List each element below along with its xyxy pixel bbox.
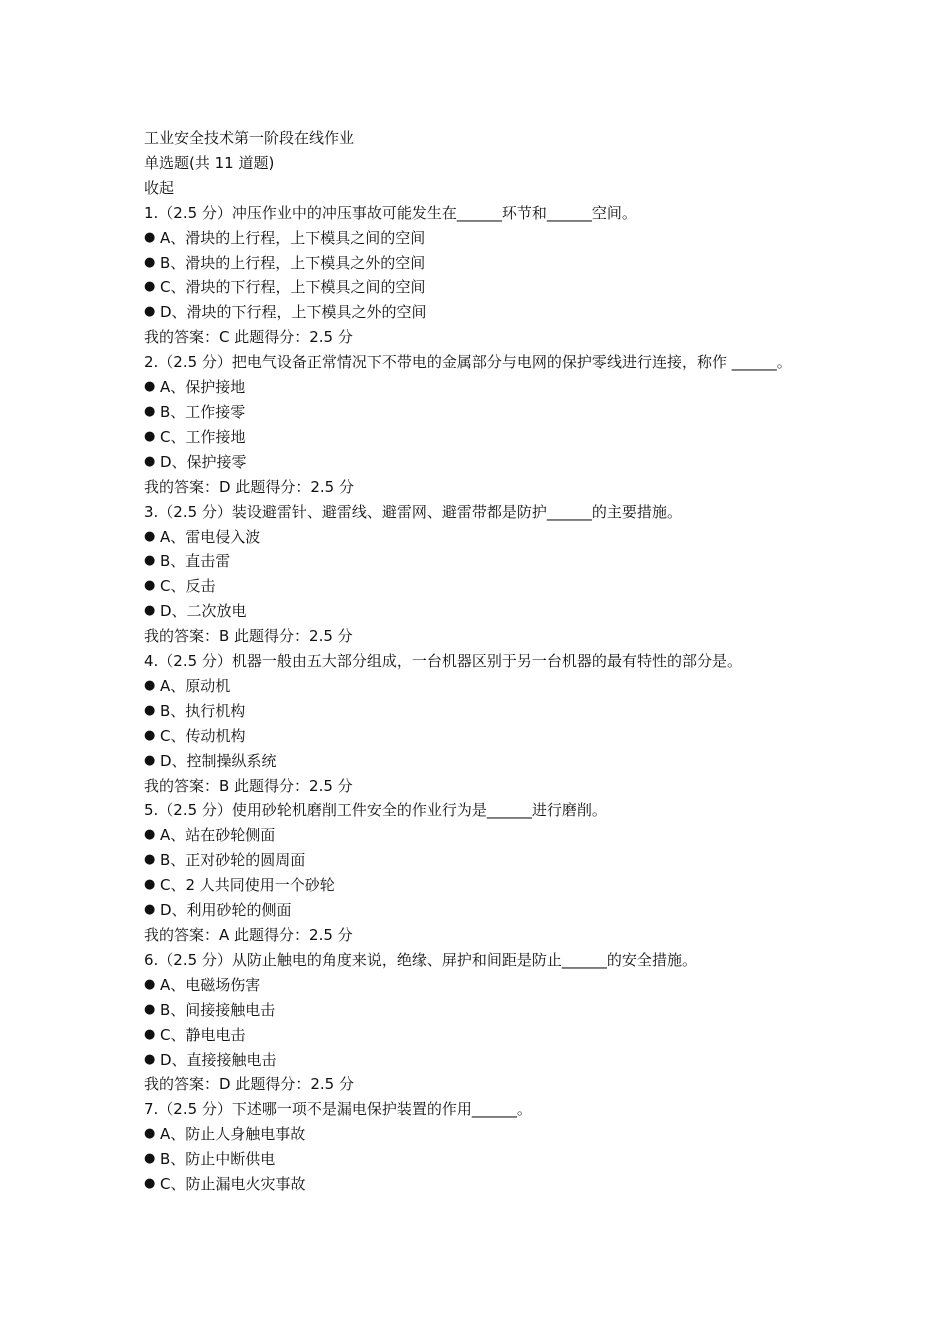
question-text: 5.（2.5 分）使用砂轮机磨削工件安全的作业行为是______进行磨削。 — [144, 801, 607, 820]
option-a[interactable] — [144, 674, 824, 699]
option-label: C、防止漏电火灾事故 — [160, 1175, 306, 1194]
question-5 — [144, 798, 824, 947]
option-label: C、静电电击 — [160, 1025, 246, 1044]
question-text: 2.（2.5 分）把电气设备正常情况下不带电的金属部分与电网的保护零线进行连接，称作 ______。 — [144, 353, 792, 372]
bullet-icon: ● — [144, 877, 156, 893]
option-a[interactable] — [144, 973, 824, 998]
document-content — [144, 126, 824, 1197]
question-1 — [144, 201, 824, 350]
option-label: B、执行机构 — [160, 701, 246, 720]
option-label: D、保护接零 — [160, 452, 247, 471]
option-label: D、利用砂轮的侧面 — [160, 901, 292, 920]
option-label: B、防止中断供电 — [160, 1150, 276, 1169]
option-label: B、直击雷 — [160, 552, 231, 571]
option-label: A、滑块的上行程，上下模具之间的空间 — [160, 228, 426, 247]
option-label: C、2 人共同使用一个砂轮 — [160, 876, 335, 895]
option-d[interactable] — [144, 749, 824, 774]
bullet-icon: ● — [144, 603, 156, 619]
bullet-icon: ● — [144, 752, 156, 768]
option-label: A、保护接地 — [160, 378, 246, 397]
bullet-icon: ● — [144, 279, 156, 295]
bullet-icon: ● — [144, 1001, 156, 1017]
option-label: C、工作接地 — [160, 427, 246, 446]
bullet-icon: ● — [144, 403, 156, 419]
option-a[interactable] — [144, 823, 824, 848]
question-text: 1.（2.5 分）冲压作业中的冲压事故可能发生在______环节和______空间。 — [144, 203, 637, 222]
answer-line: 我的答案：B 此题得分：2.5 分 — [144, 627, 353, 646]
question-7 — [144, 1097, 824, 1197]
option-a[interactable] — [144, 525, 824, 550]
bullet-icon: ● — [144, 827, 156, 843]
bullet-icon: ● — [144, 902, 156, 918]
question-text: 7.（2.5 分）下述哪一项不是漏电保护装置的作用______。 — [144, 1100, 532, 1119]
section-heading: 单选题(共 11 道题) — [144, 153, 275, 172]
option-b[interactable] — [144, 1147, 824, 1172]
option-label: B、工作接零 — [160, 402, 246, 421]
bullet-icon: ● — [144, 528, 156, 544]
option-c[interactable] — [144, 574, 824, 599]
answer-line: 我的答案：B 此题得分：2.5 分 — [144, 776, 353, 795]
option-d[interactable] — [144, 1048, 824, 1073]
bullet-icon: ● — [144, 677, 156, 693]
option-label: A、站在砂轮侧面 — [160, 826, 276, 845]
bullet-icon: ● — [144, 1026, 156, 1042]
option-label: B、正对砂轮的圆周面 — [160, 851, 306, 870]
option-a[interactable] — [144, 1122, 824, 1147]
option-label: C、传动机构 — [160, 726, 246, 745]
option-label: A、电磁场伤害 — [160, 975, 261, 994]
option-label: A、雷电侵入波 — [160, 527, 261, 546]
bullet-icon: ● — [144, 254, 156, 270]
option-a[interactable] — [144, 226, 824, 251]
question-text: 4.（2.5 分）机器一般由五大部分组成，一台机器区别于另一台机器的最有特性的部分是。 — [144, 652, 742, 671]
question-6 — [144, 948, 824, 1097]
answer-line: 我的答案：D 此题得分：2.5 分 — [144, 1075, 354, 1094]
option-label: D、控制操纵系统 — [160, 751, 277, 770]
question-text: 3.（2.5 分）装设避雷针、避雷线、避雷网、避雷带都是防护______的主要措施。 — [144, 502, 682, 521]
bullet-icon: ● — [144, 428, 156, 444]
bullet-icon: ● — [144, 304, 156, 320]
option-d[interactable] — [144, 599, 824, 624]
bullet-icon: ● — [144, 1051, 156, 1067]
option-d[interactable] — [144, 898, 824, 923]
option-label: C、反击 — [160, 577, 216, 596]
option-label: D、直接接触电击 — [160, 1050, 277, 1069]
option-c[interactable] — [144, 1023, 824, 1048]
bullet-icon: ● — [144, 453, 156, 469]
option-label: D、二次放电 — [160, 602, 247, 621]
bullet-icon: ● — [144, 727, 156, 743]
option-c[interactable] — [144, 425, 824, 450]
option-c[interactable] — [144, 1172, 824, 1197]
option-label: C、滑块的下行程，上下模具之间的空间 — [160, 278, 426, 297]
bullet-icon: ● — [144, 379, 156, 395]
bullet-icon: ● — [144, 976, 156, 992]
option-label: A、防止人身触电事故 — [160, 1125, 306, 1144]
answer-line: 我的答案：C 此题得分：2.5 分 — [144, 328, 353, 347]
option-b[interactable] — [144, 998, 824, 1023]
option-c[interactable] — [144, 724, 824, 749]
question-2 — [144, 350, 824, 499]
question-3 — [144, 500, 824, 649]
answer-line: 我的答案：A 此题得分：2.5 分 — [144, 926, 353, 944]
bullet-icon: ● — [144, 852, 156, 868]
bullet-icon: ● — [144, 578, 156, 594]
question-4 — [144, 649, 824, 798]
option-b[interactable] — [144, 400, 824, 425]
option-b[interactable] — [144, 251, 824, 276]
option-label: D、滑块的下行程，上下模具之外的空间 — [160, 303, 427, 322]
option-b[interactable] — [144, 848, 824, 873]
option-b[interactable] — [144, 699, 824, 724]
bullet-icon: ● — [144, 1126, 156, 1142]
option-d[interactable] — [144, 450, 824, 475]
bullet-icon: ● — [144, 553, 156, 569]
bullet-icon: ● — [144, 702, 156, 718]
document-title: 工业安全技术第一阶段在线作业 — [144, 129, 355, 147]
option-c[interactable] — [144, 873, 824, 898]
collapse-link[interactable]: 收起 — [144, 178, 175, 197]
option-label: A、原动机 — [160, 676, 231, 695]
bullet-icon: ● — [144, 229, 156, 245]
question-text: 6.（2.5 分）从防止触电的角度来说，绝缘、屏护和间距是防止______的安全措施。 — [144, 950, 697, 969]
option-label: B、间接接触电击 — [160, 1000, 276, 1019]
option-label: B、滑块的上行程，上下模具之外的空间 — [160, 253, 426, 272]
answer-line: 我的答案：D 此题得分：2.5 分 — [144, 477, 354, 496]
option-d[interactable] — [144, 300, 824, 325]
option-c[interactable] — [144, 275, 824, 300]
bullet-icon: ● — [144, 1151, 156, 1167]
bullet-icon: ● — [144, 1176, 156, 1192]
option-b[interactable] — [144, 549, 824, 574]
option-a[interactable] — [144, 375, 824, 400]
